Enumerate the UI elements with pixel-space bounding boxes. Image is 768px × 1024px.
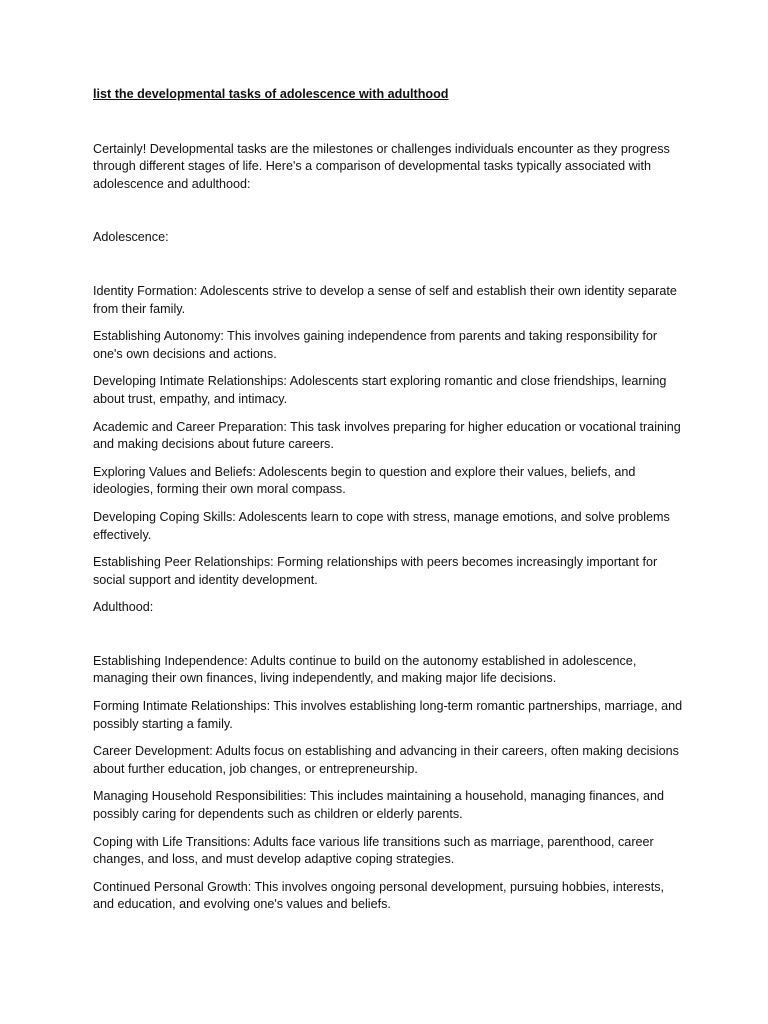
document-title: list the developmental tasks of adolescence with adulthood <box>93 87 449 101</box>
list-item: Career Development: Adults focus on establishing and advancing in their careers, often making decisions about further education, job changes, or entrepreneurship. <box>93 744 679 776</box>
list-item: Establishing Autonomy: This involves gaining independence from parents and taking responsibility for one's own decisions and actions. <box>93 329 658 361</box>
document-page <box>93 86 683 914</box>
adulthood-heading: Adulthood: <box>93 600 154 615</box>
list-item: Managing Household Responsibilities: This includes maintaining a household, managing finances, and possibly caring for dependents such as children or elderly parents. <box>93 789 665 822</box>
list-item: Forming Intimate Relationships: This involves establishing long-term romantic partnerships, marriage, and possibly starting a family. <box>93 699 683 731</box>
intro-paragraph: Certainly! Developmental tasks are the milestones or challenges individuals encounter as they progress through different stages of life. Here's a comparison of developmental tasks typically associated with adolescence and adulthood: <box>93 141 670 191</box>
list-item: Coping with Life Transitions: Adults face various life transitions such as marriage, parenthood, career changes, and loss, and must develop adaptive coping strategies. <box>93 834 654 867</box>
list-item: Establishing Independence: Adults continue to build on the autonomy established in adolescence, managing their own finances, living independently, and making major life decisions. <box>93 653 637 686</box>
list-item: Exploring Values and Beliefs: Adolescents begin to question and explore their values, beliefs, and ideologies, forming their own moral compass. <box>93 464 636 497</box>
list-item: Establishing Peer Relationships: Forming relationships with peers becomes increasingly important for social support and identity development. <box>93 555 658 587</box>
list-item: Academic and Career Preparation: This task involves preparing for higher education or vocational training and making decisions about future careers. <box>93 419 681 452</box>
list-item: Continued Personal Growth: This involves ongoing personal development, pursuing hobbies, interests, and education, and evolving one's values and beliefs. <box>93 879 665 912</box>
list-item: Developing Intimate Relationships: Adolescents start exploring romantic and close friendships, learning about trust, empathy, and intimacy. <box>93 374 667 406</box>
adolescence-heading: Adolescence: <box>93 230 169 245</box>
list-item: Identity Formation: Adolescents strive to develop a sense of self and establish their own identity separate from their family. <box>93 283 677 316</box>
adolescence-task-list <box>93 283 683 589</box>
adulthood-task-list <box>93 653 683 914</box>
list-item: Developing Coping Skills: Adolescents learn to cope with stress, manage emotions, and solve problems effectively. <box>93 509 670 542</box>
